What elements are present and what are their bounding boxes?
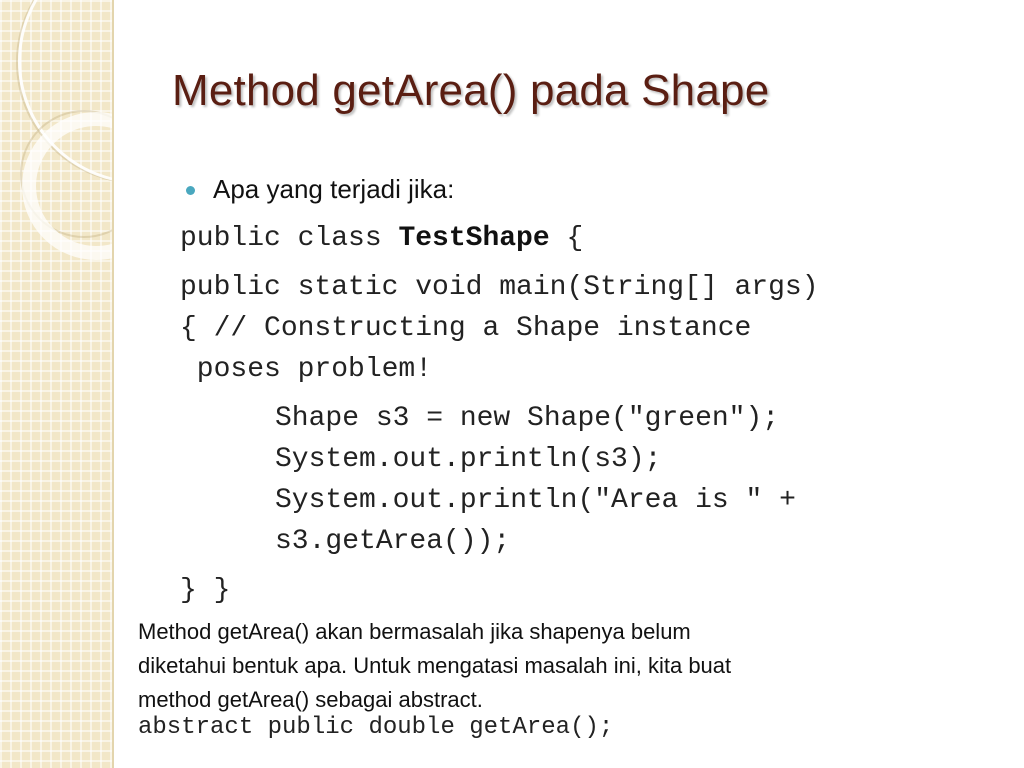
decorative-side-panel [0,0,112,768]
explanation-note [138,615,858,717]
code-brace: { [549,223,584,254]
code-line: { // Constructing a Shape instance [180,313,752,344]
code-line: Shape s3 = new Shape("green"); [275,403,780,434]
code-line: s3.getArea()); [275,526,511,557]
code-class-name: TestShape [398,223,550,254]
code-closing-braces: } } [180,575,231,606]
note-line: method getArea() sebagai abstract. [138,687,483,712]
code-method-body [275,398,796,562]
bullet-text: Apa yang terjadi jika: [213,174,455,204]
slide-title: Method getArea() pada Shape [172,66,770,115]
note-line: diketahui bentuk apa. Untuk mengatasi masalah ini, kita buat [138,653,732,678]
code-line: System.out.println(s3); [275,444,662,475]
bullet-icon [186,186,195,195]
code-keyword: public class [180,223,399,254]
abstract-method-code: abstract public double getArea(); [138,714,614,741]
code-line: public static void main(String[] args) [180,272,819,303]
code-class-declaration [180,218,583,259]
code-line: poses problem! [180,354,433,385]
note-line: Method getArea() akan bermasalah jika shapenya belum [138,619,691,644]
code-line: System.out.println("Area is " + [275,485,796,516]
side-panel-edge [112,0,114,768]
code-main-method [180,267,819,390]
